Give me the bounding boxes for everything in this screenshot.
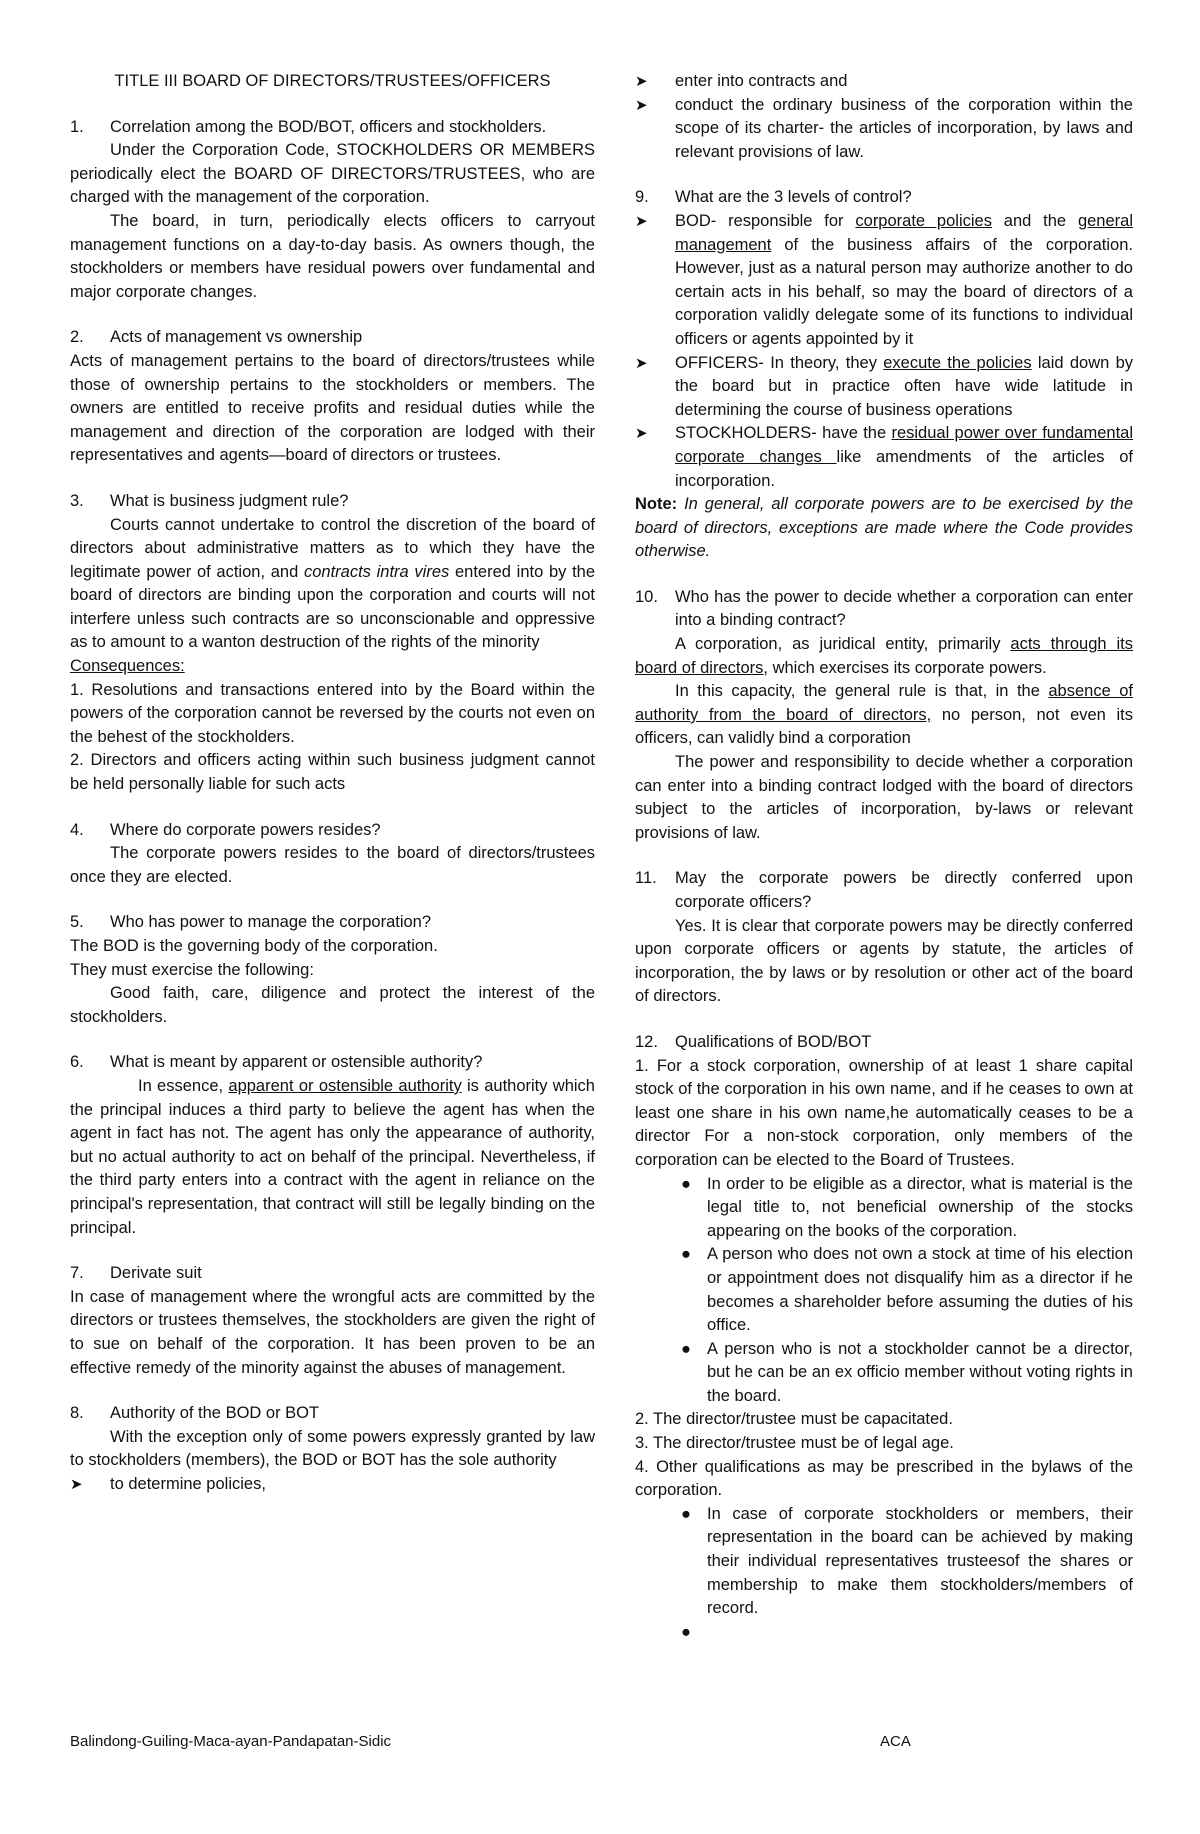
paragraph: In case of management where the wrongful acts are committed by the directors or trustees themselves, the stockholders are given the right of to sue on behalf of the corporation. It has been proven to be an effective remedy of the minority against the abuses of management. bbox=[70, 1287, 595, 1377]
question-heading: 10. Who has the power to decide whether a corporation can enter into a binding contract? bbox=[635, 586, 1133, 633]
bullet-item: ● In case of corporate stockholders or members, their representation in the board can be achieved by making their individual representatives trusteesof the shares or membership to make them stockholders/members of record. bbox=[635, 1503, 1133, 1621]
arrowhead-bullet-icon: ➤ bbox=[635, 73, 648, 90]
bullet-item: ➤ OFFICERS- In theory, they execute the policies laid down by the board but in practice often have wide latitude in determining the course of business operations bbox=[635, 352, 1133, 423]
section-8 bbox=[70, 1402, 595, 1496]
bullet-item: ● A person who is not a stockholder cannot be a director, but he can be an ex officio member without voting rights in the board. bbox=[635, 1338, 1133, 1409]
section-12 bbox=[635, 1031, 1133, 1644]
question-heading: 12. Qualifications of BOD/BOT bbox=[635, 1031, 1133, 1055]
arrowhead-bullet-icon: ➤ bbox=[70, 1475, 83, 1493]
paragraph: 4. Other qualifications as may be prescribed in the bylaws of the corporation. bbox=[635, 1457, 1133, 1500]
underlined-term: apparent or ostensible authority bbox=[228, 1076, 462, 1095]
question-heading: 3. What is business judgment rule? bbox=[70, 490, 595, 514]
paragraph: Yes. It is clear that corporate powers may be directly conferred upon corporate officers or agents by statute, the articles of incorporation, the by laws or by resolution or other act of the board of directors. bbox=[635, 916, 1133, 1006]
bullet-item: ➤ STOCKHOLDERS- have the residual power over fundamental corporate changes like amendments of the articles of incorporation. bbox=[635, 422, 1133, 493]
round-bullet-icon: ● bbox=[681, 1174, 691, 1193]
paragraph: The board, in turn, periodically elects officers to carryout management functions on a day-to-day basis. As owners though, the stockholders or members have residual powers over fundamental and major corporate changes. bbox=[70, 211, 595, 301]
bullet-item: ● A person who does not own a stock at time of his election or appointment does not disqualify him as a director if he becomes a shareholder before assuming the duties of his office. bbox=[635, 1243, 1133, 1337]
consequence-item: 2. Directors and officers acting within such business judgment cannot be held personally liable for such acts bbox=[70, 751, 595, 794]
round-bullet-icon: ● bbox=[681, 1622, 691, 1641]
question-heading: 1. Correlation among the BOD/BOT, officers and stockholders. bbox=[70, 116, 595, 140]
round-bullet-icon: ● bbox=[681, 1245, 691, 1264]
question-heading: 9. What are the 3 levels of control? bbox=[635, 186, 1133, 210]
paragraph: The power and responsibility to decide whether a corporation can enter into a binding contract lodged with the board of directors subject to the articles of incorporation, by-laws or relevant provisions of law. bbox=[635, 753, 1133, 842]
bullet-item: ➤ conduct the ordinary business of the corporation within the scope of its charter- the articles of incorporation, by laws and relevant provisions of law. bbox=[635, 94, 1133, 165]
question-title: What are the 3 levels of control? bbox=[675, 188, 912, 207]
question-title: What is business judgment rule? bbox=[110, 491, 349, 510]
section-10 bbox=[635, 586, 1133, 846]
paragraph: The BOD is the governing body of the corporation. bbox=[70, 937, 438, 955]
section-7 bbox=[70, 1262, 595, 1380]
left-column bbox=[70, 70, 595, 1518]
italic-term: contracts intra vires bbox=[303, 562, 450, 581]
paragraph: Acts of management pertains to the board of directors/trustees while those of ownership pertains to the stockholders or members. The owners are entitled to receive profits and residual duties while the management and direction of the corporation are lodged with their representatives and agents—board of directors or trustees. bbox=[70, 351, 595, 465]
section-11 bbox=[635, 867, 1133, 1009]
right-column bbox=[635, 70, 1133, 1666]
question-title: Derivate suit bbox=[110, 1264, 202, 1283]
section-2 bbox=[70, 326, 595, 468]
paragraph: Good faith, care, diligence and protect the interest of the stockholders. bbox=[70, 984, 595, 1026]
paragraph: In essence, apparent or ostensible authority is authority which the principal induces a third party to believe the agent has when the agent in fact has not. The agent has only the appearance of authority, but no actual authority to act on behalf of the principal. Nevertheless, if the third party enters into a contract with the agent in reliance on the principal's representation, that contract will still be legally binding on the principal. bbox=[70, 1076, 595, 1237]
paragraph: Under the Corporation Code, STOCKHOLDERS OR MEMBERS periodically elect the BOARD OF DIRECTORS/TRUSTEES, who are charged with the management of the corporation. bbox=[70, 141, 595, 207]
arrowhead-bullet-icon: ➤ bbox=[635, 354, 648, 372]
consequences-heading: Consequences: bbox=[70, 657, 185, 676]
bullet-item bbox=[635, 1621, 1133, 1645]
arrowhead-bullet-icon: ➤ bbox=[635, 96, 648, 114]
section-8-continued bbox=[635, 70, 1133, 164]
paragraph: A corporation, as juridical entity, primarily acts through its board of directors, which exercises its corporate powers. bbox=[635, 635, 1133, 677]
question-heading: 7. Derivate suit bbox=[70, 1262, 595, 1286]
round-bullet-icon: ● bbox=[681, 1339, 691, 1358]
section-4 bbox=[70, 819, 595, 890]
paragraph: They must exercise the following: bbox=[70, 960, 314, 979]
paragraph: Courts cannot undertake to control the discretion of the board of directors about administrative matters as to which they have the legitimate power of action, and contracts intra vires entered into by the board of directors are binding upon the corporation and courts will not interfere unless such contracts are so unconscionable and oppressive as to amount to a wanton destruction of the rights of the minority bbox=[70, 515, 596, 652]
question-heading: 5. Who has power to manage the corporation? bbox=[70, 911, 595, 935]
consequence-item: 1. Resolutions and transactions entered into by the Board within the powers of the corporation cannot be reversed by the courts not even on the behest of the stockholders. bbox=[70, 680, 595, 746]
paragraph: The corporate powers resides to the board of directors/trustees once they are elected. bbox=[70, 844, 595, 886]
bullet-item: ● In order to be eligible as a director, what is material is the legal title to, not beneficial ownership of the stocks appearing on the books of the corporation. bbox=[635, 1173, 1133, 1244]
question-heading: 2. Acts of management vs ownership bbox=[70, 326, 595, 350]
paragraph: In this capacity, the general rule is that, in the absence of authority from the board of directors, no person, not even its officers, can validly bind a corporation bbox=[635, 682, 1133, 748]
bullet-item: ➤ enter into contracts and bbox=[635, 70, 1133, 94]
note: Note: In general, all corporate powers are to be exercised by the board of directors, exceptions are made where the Code provides otherwise. bbox=[635, 495, 1134, 561]
section-5 bbox=[70, 911, 595, 1029]
question-heading: 6. What is meant by apparent or ostensible authority? bbox=[70, 1051, 595, 1075]
question-heading: 11. May the corporate powers be directly conferred upon corporate officers? bbox=[635, 867, 1133, 914]
paragraph: 3. The director/trustee must be of legal age. bbox=[635, 1434, 954, 1453]
paragraph: 1. For a stock corporation, ownership of at least 1 share capital stock of the corporation in his own name, and if he ceases to own at least one share in his own name,he automatically ceases to be a director For a non-stock corporation, only members of the corporation can be elected to the Board of Trustees. bbox=[635, 1056, 1133, 1169]
document-title: TITLE III BOARD OF DIRECTORS/TRUSTEES/OFFICERS bbox=[114, 72, 551, 90]
question-title: Correlation among the BOD/BOT, officers and stockholders. bbox=[110, 117, 547, 136]
bullet-item: ➤ BOD- responsible for corporate policies and the general management of the business affairs of the corporation. However, just as a natural person may authorize another to do certain acts in his behalf, so may the board of directors of a corporation validly delegate some of its functions to individual officers or agents appointed by it bbox=[635, 210, 1133, 352]
bullet-item: ➤ to determine policies, bbox=[70, 1473, 595, 1497]
question-title: What is meant by apparent or ostensible authority? bbox=[110, 1053, 483, 1072]
section-1 bbox=[70, 116, 595, 305]
question-title: Who has the power to decide whether a corporation can enter into a binding contract? bbox=[675, 587, 1133, 630]
question-title: Who has power to manage the corporation? bbox=[110, 913, 432, 932]
question-heading: 4. Where do corporate powers resides? bbox=[70, 819, 595, 843]
question-title: Acts of management vs ownership bbox=[110, 328, 363, 347]
question-heading: 8. Authority of the BOD or BOT bbox=[70, 1402, 595, 1426]
section-6 bbox=[70, 1051, 595, 1240]
round-bullet-icon: ● bbox=[681, 1504, 691, 1523]
paragraph: 2. The director/trustee must be capacitated. bbox=[635, 1410, 953, 1429]
section-3 bbox=[70, 490, 595, 797]
question-title: Where do corporate powers resides? bbox=[110, 820, 381, 839]
arrowhead-bullet-icon: ➤ bbox=[635, 425, 648, 443]
footer-authors: Balindong-Guiling-Maca-ayan-Pandapatan-Sidic bbox=[70, 1733, 392, 1750]
question-title: Qualifications of BOD/BOT bbox=[675, 1032, 872, 1051]
arrowhead-bullet-icon: ➤ bbox=[635, 212, 648, 230]
question-title: Authority of the BOD or BOT bbox=[110, 1404, 320, 1423]
section-9 bbox=[635, 186, 1133, 564]
paragraph: With the exception only of some powers expressly granted by law to stockholders (members), the BOD or BOT has the sole authority bbox=[70, 1427, 595, 1470]
question-title: May the corporate powers be directly conferred upon corporate officers? bbox=[675, 869, 1133, 911]
footer-initials: ACA bbox=[880, 1733, 911, 1750]
